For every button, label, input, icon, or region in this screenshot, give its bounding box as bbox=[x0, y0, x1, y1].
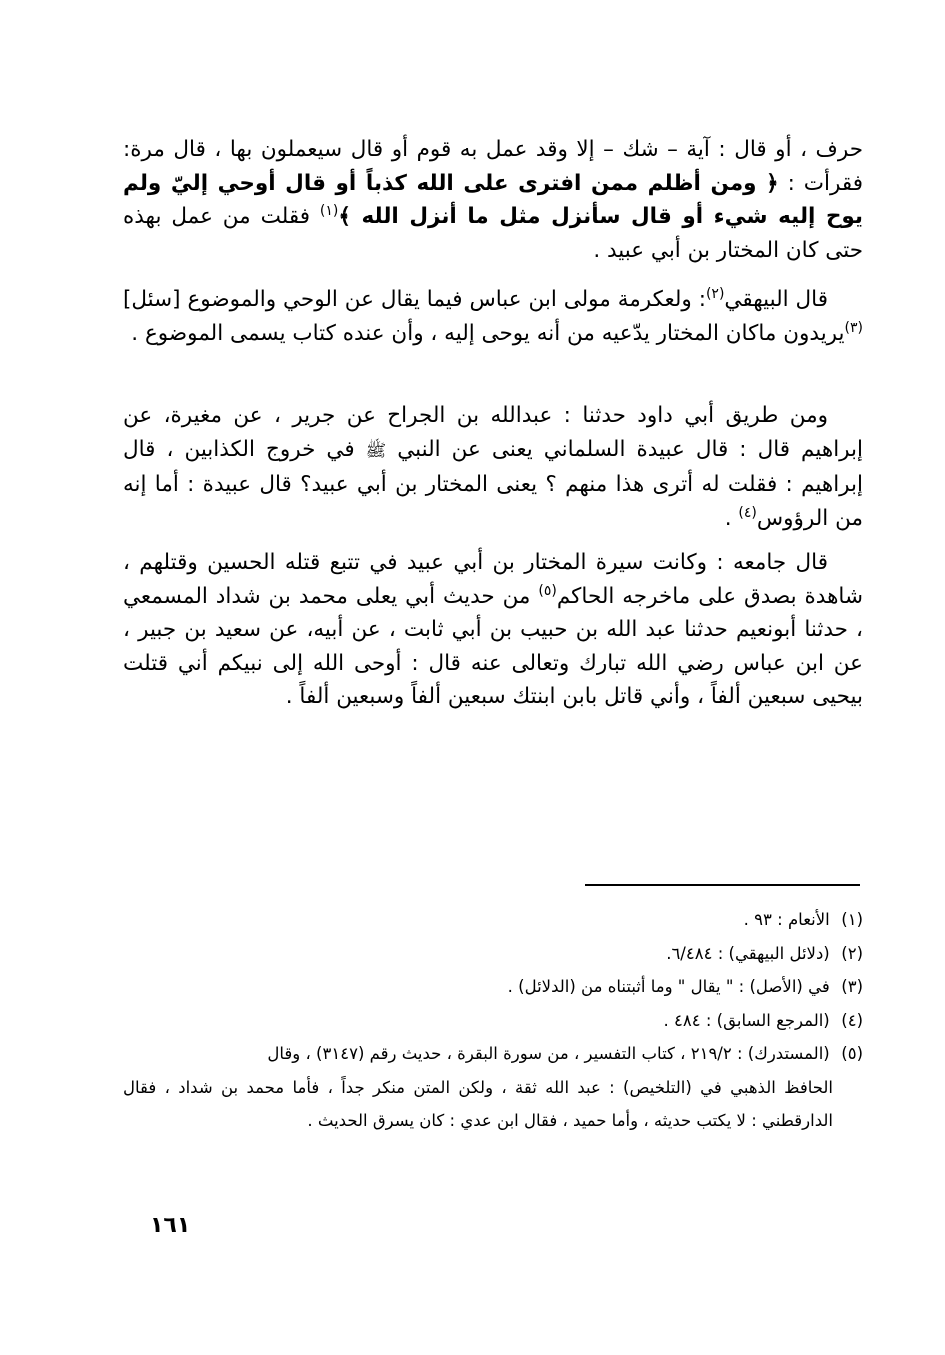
footnote-ref-4[interactable]: (٤) bbox=[738, 504, 757, 521]
footnote-ref-3[interactable]: (٣) bbox=[844, 319, 863, 336]
footnote-5-continuation: الحافظ الذهبي في (التلخيص) : عبد الله ثقة ، ولكن المتن منكر جداً ، فأما محمد بن شداد ، فقال الدارقطني : لا يكتب حديثه ، وأما حميد ، فقال ابن عدي : كان يسرق الحديث . bbox=[123, 1077, 833, 1130]
footnote-number: (١) bbox=[841, 910, 863, 929]
paragraph-text: . bbox=[724, 505, 739, 531]
footnote-number: (٤) bbox=[841, 1010, 863, 1030]
footnote-number: (٣) bbox=[841, 977, 863, 996]
footnote-2 bbox=[123, 937, 863, 971]
footnote-text: في (الأصل) : " يقال " وما أثبتناه من (الدلائل) . bbox=[507, 977, 830, 996]
paragraph-1 bbox=[123, 133, 863, 267]
footnote-4 bbox=[123, 1004, 863, 1038]
paragraph-text: فقلت من عمل بهذه حتى كان المختار بن أبي عبيد . bbox=[123, 204, 863, 263]
footnote-divider bbox=[585, 884, 860, 886]
paragraph-text: قال البيهقي bbox=[724, 287, 828, 312]
paragraph-text: حرف ، أو قال : آية – شك – إلا وقد عمل به قوم أو قال سيعملون بها ، قال مرة: فقرأت : bbox=[123, 137, 863, 196]
paragraph-text: قال جامعه : وكانت سيرة المختار بن أبي عبيد في تتبع قتله الحسين وقتلهم ، شاهدة بصدق على ماخرجه الحاكم bbox=[123, 550, 863, 609]
paragraph-text: يريدون ماكان المختار يدّعيه من أنه يوحى إليه ، وأن عنده كتاب يسمى الموضوع . bbox=[131, 320, 845, 346]
paragraph-text: من حديث أبي يعلى محمد بن شداد المسمعي ، حدثنا أبونعيم حدثنا عبد الله بن حبيب بن أبي ثابت ، عن أبيه، عن سعيد بن جبير ، عن ابن عباس رضي الله تبارك وتعالى عنه قال : أوحى الله إلى نبيكم أني قتلت بيحيى سبعين ألفاً ، وأني قاتل بابن ابنتك سبعين ألفاً وسبعين ألفاً . bbox=[123, 583, 863, 709]
footnote-text: (دلائل البيهقي) : ٦/٤٨٤. bbox=[666, 943, 830, 963]
footnote-text: (المستدرك) : ٢١٩/٢ ، كتاب التفسير ، من سورة البقرة ، حديث رقم (٣١٤٧) ، وقال bbox=[267, 1044, 830, 1063]
footnote-text: (المرجع السابق) : ٤٨٤ . bbox=[663, 1010, 830, 1030]
footnote-3 bbox=[123, 970, 863, 1004]
paragraph-2 bbox=[123, 283, 863, 350]
footnote-ref-1[interactable]: (١) bbox=[319, 202, 339, 219]
footnote-ref-5[interactable]: (٥) bbox=[538, 582, 557, 599]
footnote-1 bbox=[123, 903, 863, 937]
page-number: ١٦١ bbox=[150, 1213, 191, 1238]
quran-verse: ﴿ ومن أظلم ممن افترى على الله كذباً أو قال أوحي إليّ ولم يوح إليه شيء أو قال سأنزل مثل ما أنزل الله ﴾ bbox=[123, 170, 863, 229]
footnote-text: الأنعام : ٩٣ . bbox=[743, 910, 830, 929]
footnote-5 bbox=[123, 1037, 863, 1071]
paragraph-text: : ولعكرمة مولى ابن عباس فيما يقال عن الوحي والموضوع [سئل] bbox=[123, 287, 706, 312]
footnote-number: (٥) bbox=[841, 1044, 863, 1063]
footnotes bbox=[123, 903, 863, 1138]
paragraph-text: في خروج الكذابين ، قال إبراهيم : فقلت له أترى هذا منهم ؟ يعنى المختار بن أبي عبيد؟ قال عبيدة : أما إنه من الرؤوس bbox=[123, 436, 863, 531]
paragraph-4 bbox=[123, 546, 863, 714]
salla-glyph: ﷺ bbox=[365, 440, 387, 461]
footnote-number: (٢) bbox=[841, 943, 863, 963]
paragraph-text: ومن طريق أبي داود حدثنا : عبدالله بن الجراح عن جرير ، عن مغيرة، عن إبراهيم قال : قال عبيدة السلماني يعنى عن النبي bbox=[123, 403, 863, 462]
footnote-ref-2[interactable]: (٢) bbox=[705, 285, 725, 302]
paragraph-3 bbox=[123, 399, 863, 535]
